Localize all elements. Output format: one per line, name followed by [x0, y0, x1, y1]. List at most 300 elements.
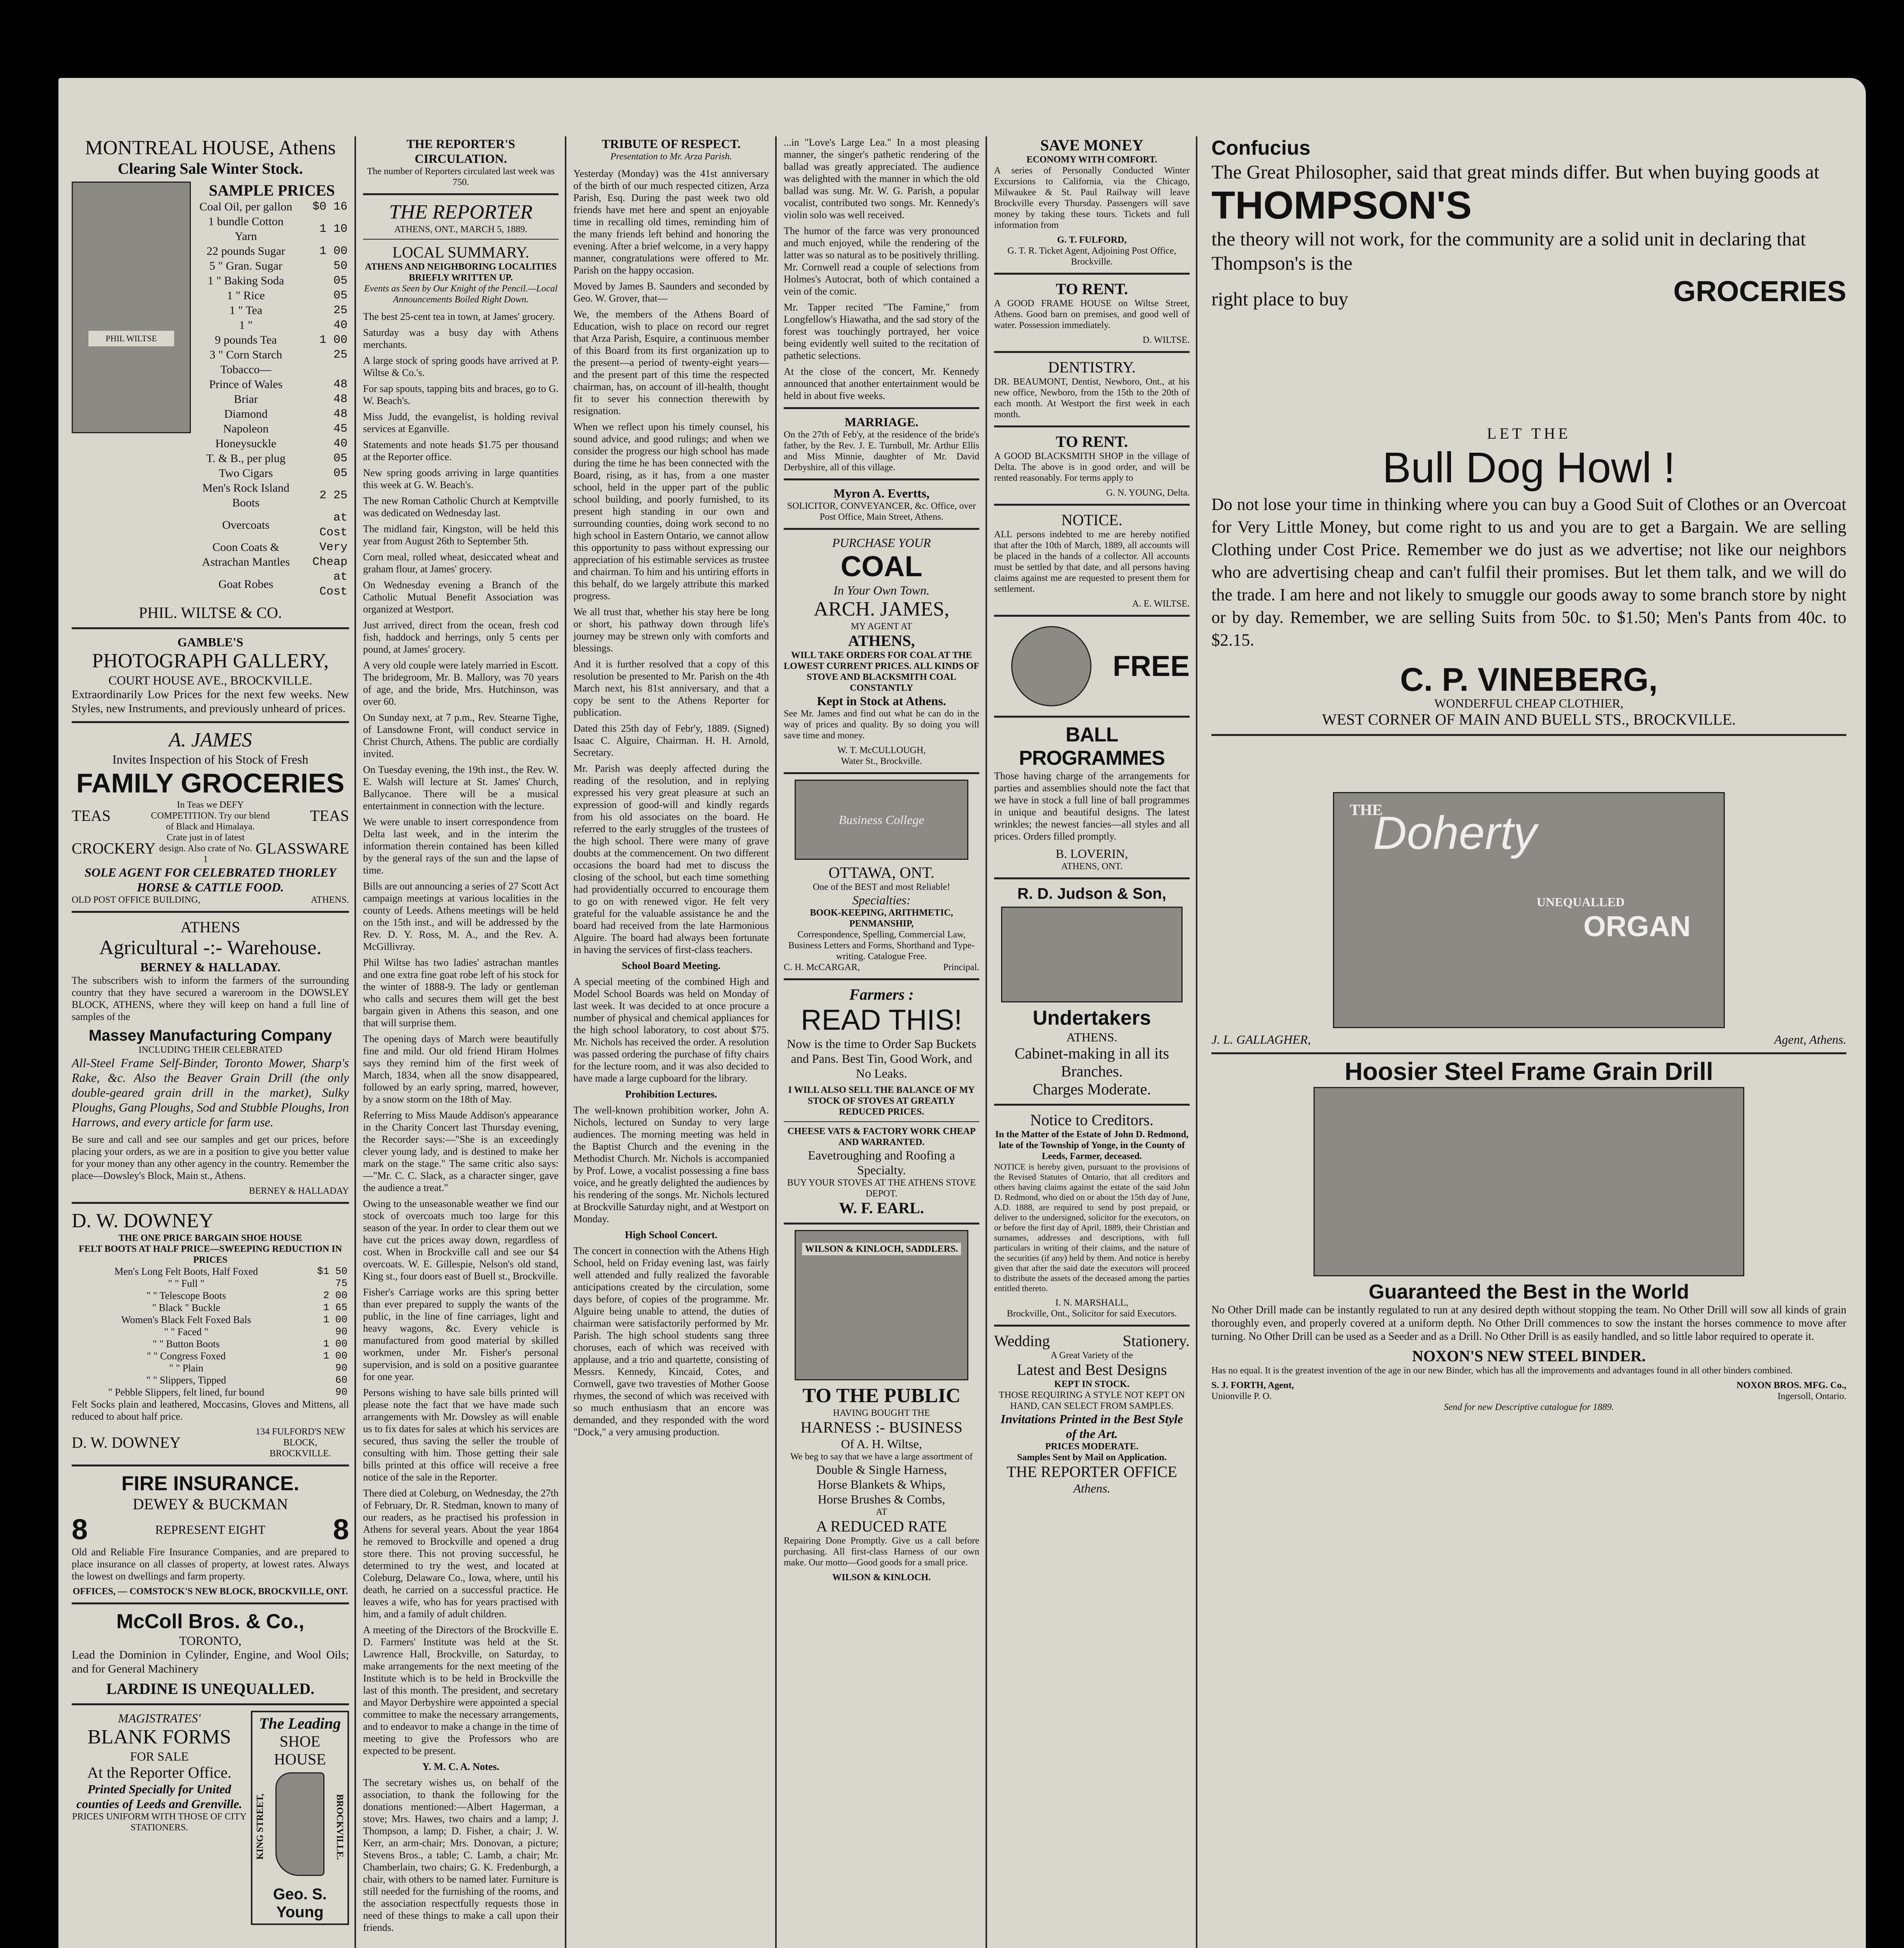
ad-variety: A Great Variety of the: [1051, 1350, 1133, 1360]
ad-building: OLD POST OFFICE BUILDING,: [72, 895, 201, 905]
price-value: 05: [333, 452, 347, 465]
article-paragraph: When we reflect upon his timely counsel, his sound advice, and good rulings; and when we consider the progress our high school has made during the time he has been connected with the Board, rising, as it has, from a one master school, held in the upper part of the public school building, and poorly furnished, to its present high standing in our own and surrounding counties, doing work second to no high school in Eastern Ontario, we cannot allow this opportunity to pass without expressing our appreciation of his estimable services as trustee and chairman. To him and his untiring efforts in this behalf, do we largely attribute this marked progress.: [573, 421, 769, 602]
crockery-note: Crate just in of latest design. Also crate of No. 1: [159, 833, 252, 865]
harness-ad: [784, 1384, 979, 1583]
concert-continued: [784, 136, 979, 402]
price-value: 40: [333, 437, 347, 450]
price-row: [195, 214, 349, 244]
price-value: 05: [333, 274, 347, 288]
notice-ad: [994, 511, 1190, 609]
section-subtitle-2: Events as Seen by Our Knight of the Pencil.—Local Announcements Boiled Right Down.: [364, 284, 558, 305]
circulation-heading: THE REPORTER'S CIRCULATION.: [406, 137, 515, 166]
ad-body: Old and Reliable Fire Insurance Companies, and are prepared to place insurance on all classes of property, at lowest rates. Always the lowest on dwellings and farm property.: [72, 1546, 349, 1582]
teas-label: TEAS: [72, 807, 111, 824]
ad-the: The Leading: [259, 1715, 341, 1732]
article-paragraph: At the close of the concert, Mr. Kennedy announced that another entertainment would be held in about five weeks.: [784, 366, 979, 401]
college-role: Principal.: [943, 962, 979, 972]
price-value: 25: [333, 304, 347, 317]
ad-designs: Latest and Best Designs: [1017, 1361, 1167, 1378]
price-list: [195, 199, 349, 599]
shop-sign: WILSON & KINLOCH, SADDLERS.: [802, 1243, 961, 1255]
ad-title: FAMILY GROCERIES: [76, 768, 345, 798]
ad-title: Agricultural -:- Warehouse.: [99, 937, 322, 959]
column-rule: [1196, 136, 1197, 1948]
ad-reduced: A REDUCED RATE: [816, 1517, 947, 1535]
ad-sign-address: 134 FULFORD'S NEW BLOCK, BROCKVILLE.: [256, 1427, 345, 1459]
ad-sign: B. LOVERIN,: [1056, 847, 1128, 861]
ad-gallagher: J. L. GALLAGHER,: [1211, 1032, 1311, 1046]
price-value: 90: [335, 1362, 347, 1374]
circulation-box: [363, 136, 559, 188]
article-paragraph: A very old couple were lately married in Escott. The bridegroom, Mr. B. Mallory, was 70 years of age, and the bride, Mrs. Hutchinson, was over 60.: [363, 660, 559, 707]
price-value: 60: [335, 1374, 347, 1386]
college-art-text: Business College: [839, 813, 924, 827]
article-paragraph: New spring goods arriving in large quantities this week at G. W. Beach's.: [363, 467, 559, 491]
price-row: [72, 1314, 349, 1326]
ad-title: TO RENT.: [1056, 433, 1128, 450]
column-2: [358, 136, 564, 1948]
price-row: [195, 510, 349, 540]
price-item: 3 " Corn Starch: [209, 348, 282, 361]
college-city: OTTAWA, ONT.: [829, 864, 934, 881]
price-row: [195, 348, 349, 362]
ad-sub: In Your Own Town.: [833, 583, 930, 597]
judson-undertakers-ad: [994, 885, 1190, 1098]
article-paragraph: Mr. Tapper recited "The Famine," from Longfellow's Hiawatha, and the sad story of the forest was touchingly portrayed, her voice being evidently well suited to the recitation of pathetic selections.: [784, 302, 979, 361]
price-value: at Cost: [319, 570, 347, 598]
eight-numeral-2: 8: [333, 1513, 349, 1546]
price-row: [195, 273, 349, 288]
price-value: [297, 362, 349, 377]
business-college-ad: [784, 780, 979, 973]
price-item: Briar: [234, 393, 258, 406]
ad-groceries: GROCERIES: [1673, 275, 1846, 307]
price-row: [195, 407, 349, 422]
ad-style: THOSE REQUIRING A STYLE NOT KEPT ON HAND, CAN SELECT FROM SAMPLES.: [999, 1390, 1185, 1411]
magistrates-ad: [72, 1711, 247, 1925]
price-value: 48: [333, 378, 347, 391]
price-item: " " Faced ": [164, 1326, 208, 1337]
ad-sub: ECONOMY WITH COMFORT.: [1026, 155, 1157, 165]
ad-intro: The subscribers wish to inform the farmers of the surrounding country that they have secured a wareroom in the DOWSLEY BLOCK, ATHENS, where they will keep on hand a full line of samples of the: [72, 975, 349, 1022]
ad-farmers: Farmers :: [849, 986, 914, 1003]
article-paragraph: Dated this 25th day of Febr'y, 1889. (Signed) Isaac C. Alguire, Chairman. H. H. Arnold, Secretary.: [573, 723, 769, 758]
price-value: 40: [333, 319, 347, 332]
price-item: 1 " Tea: [229, 304, 263, 317]
article-paragraph: And it is further resolved that a copy of this resolution be presented to Mr. Parish on the 4th March next, his 81st anniversary, and that a copy be sent to the Athens Reporter for publication.: [573, 658, 769, 718]
price-value: 05: [333, 289, 347, 302]
article-paragraph: Miss Judd, the evangelist, is holding revival services at Eganville.: [363, 411, 559, 434]
shoe-price-list: [72, 1265, 349, 1398]
organ-illustration: [1333, 792, 1725, 1028]
ad-invitations: Invitations Printed in the Best Style of the Art.: [1000, 1412, 1183, 1441]
masthead: THE REPORTER: [389, 201, 533, 223]
ad-title: COAL: [841, 550, 922, 582]
article-paragraph: Yesterday (Monday) was the 41st anniversary of the birth of our much respected citizen, Arza Parish, Esq. During the past week two old friends have met here and spent an enjoyable time in recalling old times, reminding him of the many friends left behind and honoring the evening. After a brief welcome, in a very happy manner, congratulations were offered to Mr. Parish on the happy occasion.: [573, 168, 769, 276]
eight-numeral: 8: [72, 1513, 88, 1546]
ad-firm: DEWEY & BUCKMAN: [132, 1495, 288, 1513]
bulldog-ad: [1211, 425, 1846, 729]
notice-title: Notice to Creditors.: [1030, 1111, 1154, 1129]
price-item: " " Congress Foxed: [146, 1350, 226, 1362]
ad-body: No Other Drill made can be instantly regulated to run at any desired depth without stopping the team. No Other Drill will sow all kinds of grain thoroughly even, and properly covered at a uniform depth. No Other Drill commences to sow the instant the horses commence to move after turning. No Other Drill can be used as a Seeder and as a Drill. No Other Drill is as easily handled, and so little labor required to operate it.: [1211, 1304, 1846, 1343]
price-item: " " Plain: [169, 1362, 203, 1374]
column-6: [1200, 136, 1858, 1948]
notice-role: Brockville, Ont., Solicitor for said Executors.: [1007, 1309, 1177, 1319]
ad-sign: BERNEY & HALLADAY: [249, 1186, 349, 1196]
article-paragraph: Y. M. C. A. Notes.: [422, 1761, 499, 1772]
price-value: 75: [335, 1277, 347, 1289]
article-paragraph: Mr. Parish was deeply affected during the reading of the resolution, and in replying expressed his very great pleasure at such an expression of good-will and kindly regards from his old associates on the board. He referred to the early struggles of the trustees of the high school. There were many of grave doubts at the commencement. On two different occasions the board had met to discuss the closing of the school, but each time something had providentially occurred to encourage them to go on with renewed vigor. He felt very grateful for the valuable assistance he and the board had received from the late Harmonious Alguire. The board had always been fortunate in having the services of first-class teachers.: [573, 763, 769, 955]
coal-ad: [784, 535, 979, 767]
ad-printed: Printed Specially for United counties of Leeds and Grenville.: [76, 1782, 242, 1811]
ad-offices: OFFICES, — COMSTOCK'S NEW BLOCK, BROCKVILLE, ONT.: [72, 1586, 348, 1597]
price-item: 1 bundle Cotton Yarn: [208, 215, 284, 243]
ad-name: PHOTOGRAPH GALLERY,: [92, 650, 329, 672]
save-money-ad: [994, 136, 1190, 267]
ad-for-sale: FOR SALE: [130, 1749, 189, 1763]
notice-heading: MARRIAGE.: [844, 415, 919, 429]
ad-sign: D. W. DOWNEY: [72, 1434, 181, 1451]
ad-body: Lead the Dominion in Cylinder, Engine, and Wool Oils; and for General Machinery: [72, 1648, 349, 1675]
ad-undertakers: Undertakers: [1033, 1007, 1151, 1029]
article-paragraph: Referring to Miss Maude Addison's appearance in the Charity Concert last Thursday evening, the Recorder says:—"She is an exceedingly clever young lady, and is destined to make her mark on the stage." The same critic also says:—"Mr. C. C. Slack, as a character singer, gave the audience a treat.": [363, 1110, 559, 1193]
fire-insurance-ad: [72, 1472, 349, 1597]
price-item: " Black " Buckle: [152, 1302, 220, 1313]
college-illustration: [795, 780, 968, 860]
price-row: [195, 244, 349, 259]
ad-vineberg: C. P. VINEBERG,: [1400, 661, 1658, 698]
prices-heading: SAMPLE PRICES: [209, 182, 335, 199]
article-paragraph: On Wednesday evening a Branch of the Catholic Mutual Benefit Association was organized at Westport.: [363, 579, 559, 615]
ad-list: All-Steel Frame Self-Binder, Toronto Mower, Sharp's Rake, &c. Also the Beaver Grain Drill (the only double-geared grain drill in the market), Sulky Ploughs, Gang Ploughs, Sod and Stubble Ploughs, Iron Harrows, and every article for farm use.: [72, 1056, 349, 1129]
article-paragraph: On Tuesday evening, the 19th inst., the Rev. W. E. Walsh will lecture at St. James' Church, Ballycanoe. There will be a musical entertainment in connection with the lecture.: [363, 764, 559, 812]
ad-noxon-town: Ingersoll, Ontario.: [1777, 1391, 1846, 1401]
price-row: [195, 422, 349, 436]
ad-town: ATHENS, ONT.: [1061, 861, 1123, 872]
ad-at: AT: [876, 1507, 887, 1517]
article-paragraph: The midland fair, Kingston, will be held this year from August 26th to September 5th.: [363, 523, 559, 547]
ad-head: MAGISTRATES': [118, 1711, 201, 1725]
ad-body: A series of Personally Conducted Winter Excursions to California, via the Chicago, Milwaukee & St. Paul Railway will leave Brockville every Thursday. Passengers will save money by taking these tours. Tickets and full information from: [994, 166, 1190, 230]
ad-noxon: NOXON BROS. MFG. Co.,: [1737, 1380, 1846, 1390]
ad-role: WONDERFUL CHEAP CLOTHIER,: [1434, 696, 1624, 710]
ad-having: HAVING BOUGHT THE: [833, 1408, 930, 1418]
article-paragraph: Saturday was a busy day with Athens merchants.: [363, 327, 559, 350]
column-1: [66, 136, 354, 1948]
article-paragraph: The opening days of March were beautifully fine and mild. Our old friend Hiram Holmes says they remind him of the first week of March, 1834, when all the snow disappeared, followed by an early spring, marred, however, by a snow storm on the 18th of May.: [363, 1033, 559, 1105]
ad-address: COURT HOUSE AVE., BROCKVILLE.: [108, 673, 312, 687]
ad-cabinet: Cabinet-making in all its Branches.: [1014, 1045, 1169, 1080]
ad-closing: See Mr. James and find out what he can do in the way of prices and quality. By so doing you will save time and money.: [784, 709, 979, 741]
ad-sell: I WILL ALSO SELL THE BALANCE OF MY STOCK OF STOVES AT GREATLY REDUCED PRICES.: [788, 1085, 975, 1117]
ad-sign: D. WILTSE.: [1142, 335, 1190, 345]
price-item: Prince of Wales: [209, 378, 283, 391]
grain-drill-illustration: [1313, 1087, 1744, 1276]
section-subtitle: ATHENS AND NEIGHBORING LOCALITIES BRIEFLY WRITTEN UP.: [365, 262, 557, 283]
ad-read-body: Now is the time to Order Sap Buckets and Pans. Best Tin, Good Work, and No Leaks.: [786, 1037, 977, 1080]
article-subtitle: Presentation to Mr. Arza Parish.: [610, 152, 732, 162]
article-paragraph: A special meeting of the combined High and Model School Boards was held on Monday of last week. It was decided to at once procure a number of physical and chemical appliances for the high school laboratory, to cost about $75. Mr. Nichols has received the order. A resolution was passed ordering the purchase of fifty chairs for the lecture room, and it was also decided to have made a large cupboard for the library.: [573, 976, 769, 1084]
mccoll-ad: [72, 1610, 349, 1698]
article-paragraph: Persons wishing to have sale bills printed will please note the fact that we have made such arrangements with Mr. Dowsley as will enable us to fix dates for sales at which his services are secured, thus saving the seller the trouble of consulting with him. Those getting their sale bills printed at this office will receive a free notice of the sale in the Reporter.: [363, 1387, 559, 1483]
article-paragraph: We were unable to insert correspondence from Delta last week, and in the interim the information therein contained has been killed by the general rays of the sun and the lapse of time.: [363, 816, 559, 876]
ad-body: A GOOD FRAME HOUSE on Wiltse Street, Athens. Good barn on premises, and good well of water. Possession immediately.: [994, 298, 1190, 330]
confucius-ad: [1211, 136, 1846, 308]
ad-wedding: Wedding: [994, 1332, 1050, 1350]
article-paragraph: The best 25-cent tea in town, at James' grocery.: [363, 311, 555, 322]
ad-town: ATHENS.: [310, 895, 349, 905]
ad-title: SAVE MONEY: [1040, 136, 1144, 154]
price-value: 05: [333, 467, 347, 480]
ad-public: TO THE PUBLIC: [802, 1385, 961, 1407]
price-row: [195, 540, 349, 570]
ad-double: Double & Single Harness,: [816, 1463, 947, 1477]
article-paragraph: Corn meal, rolled wheat, desiccated wheat and graham flour, at James' grocery.: [363, 551, 559, 575]
ad-body: DR. BEAUMONT, Dentist, Newboro, Ont., at his new office, Newboro, from the 15th to the 20th of each month. At Westport the first week in each month.: [994, 377, 1190, 420]
ad-right: right place to buy: [1211, 288, 1349, 310]
price-value: 1 00: [319, 245, 347, 258]
college-principal: C. H. McCARGAR,: [784, 962, 860, 972]
college-more: Correspondence, Spelling, Commercial Law, Business Letters and Forms, Shorthand and Type-writing. Catalogue Free.: [788, 930, 975, 962]
building-sign: PHIL WILTSE: [88, 331, 174, 346]
price-row: [72, 1374, 349, 1386]
ad-sign: G. T. FULFORD,: [1057, 235, 1127, 245]
ad-title: Bull Dog Howl !: [1382, 444, 1675, 492]
crockery-label: CROCKERY: [72, 840, 156, 857]
wedding-stationery-ad: [994, 1332, 1190, 1496]
price-item: 1 ": [239, 319, 253, 332]
ad-uniform: PRICES UNIFORM WITH THOSE OF CITY STATIONERS.: [72, 1812, 247, 1833]
ad-catalogue: Send for new Descriptive catalogue for 1889.: [1444, 1402, 1614, 1412]
price-value: 90: [335, 1386, 347, 1398]
ad-body: Extraordinarily Low Prices for the next few weeks. New Styles, new Instruments, and previously unheard of prices.: [72, 688, 349, 715]
ad-sign-address: Water St., Brockville.: [841, 756, 922, 766]
notice-body: NOTICE is hereby given, pursuant to the provisions of the Revised Statutes of Ontario, that all creditors and others having claims against the estate of the said John D. Redmond, who died on or about the 15th day of June, A.D. 1888, are required to send by post prepaid, or deliver to the undersigned, solicitor for the executors, on or before the first day of April, 1889, their Christian and surnames, addresses and descriptions, with full particulars in writing of their claims, and the nature of the securities (if any) held by them. And notice is hereby given that after the said date the executors will proceed to distribute the assets of the deceased among the parties entitled thereto.: [994, 1162, 1190, 1293]
price-row: [195, 362, 349, 377]
column-5: [989, 136, 1195, 1948]
ad-town: ATHENS: [180, 918, 240, 936]
article-paragraph: The well-known prohibition worker, John A. Nichols, lectured on Sunday to very large audiences. The morning meeting was held in the Baptist Church and the evening in the Methodist Church. Mr. Nichols is accompanied by Prof. Lowe, a vocalist possessing a fine bass voice, and he greatly delighted the audiences by his rendering of the songs. Mr. Nichols lectured at Brockville Saturday night, and at Westport on Monday.: [573, 1105, 769, 1225]
ad-title: NOTICE.: [1061, 511, 1123, 529]
teas-label-2: TEAS: [310, 807, 349, 824]
article-paragraph: Just arrived, direct from the ocean, fresh cod fish, haddock and herrings, only 5 cents per pound, at James' grocery.: [363, 619, 559, 655]
to-rent-ad-2: [994, 433, 1190, 498]
ad-charges: Charges Moderate.: [1033, 1080, 1151, 1098]
shoe-house-ad: [251, 1711, 349, 1925]
ad-tag: THE ONE PRICE BARGAIN SHOE HOUSE: [118, 1233, 302, 1243]
price-item: Men's Rock Island Boots: [202, 482, 290, 509]
creditors-notice: [994, 1111, 1190, 1319]
article-paragraph: A large stock of spring goods have arrived at P. Wiltse & Co.'s.: [363, 355, 559, 378]
price-item: T. & B., per plug: [206, 452, 286, 465]
price-value: 1 65: [323, 1302, 347, 1313]
ad-right: BROCKVILLE.: [335, 1794, 345, 1860]
newspaper-page: [58, 78, 1866, 1948]
price-item: Diamond: [224, 408, 268, 420]
ad-title: GAMBLE'S: [177, 635, 243, 649]
column-4: [778, 136, 985, 1948]
price-value: $0 16: [312, 200, 347, 214]
ad-sign: W. T. McCULLOUGH,: [837, 745, 926, 755]
ad-brushes: Horse Brushes & Combs,: [818, 1492, 945, 1506]
ad-body: WILL TAKE ORDERS FOR COAL AT THE LOWEST CURRENT PRICES. ALL KINDS OF STOVE AND BLACKSMITH COAL CONSTANTLY: [784, 650, 979, 693]
ad-body: Do not lose your time in thinking where you can buy a Good Suit of Clothes or an Overcoat for Very Little Money, but come right to us and you are to get a Bargain. We are selling Clothing under Cost Price. Remember we do just as we advertise; not like our neighbors who are advertising cheap and can't fulfil their promises. But let them talk, and we will do the trade. I am here and not likely to smuggle our goods away to some branch store by night or by day. Remember, we are selling Suits from 50c. to $1.50; Men's Pants from 40c. to $2.15.: [1211, 495, 1846, 649]
article-paragraph: Moved by James B. Saunders and seconded by Geo. W. Grover, that—: [573, 281, 769, 304]
price-row: [195, 259, 349, 273]
ad-title: R. D. Judson & Son,: [1017, 885, 1167, 902]
article-title: TRIBUTE OF RESPECT.: [601, 137, 741, 151]
boot-illustration: [275, 1772, 324, 1876]
ad-title: Confucius: [1211, 137, 1311, 159]
marriage-notice: [784, 415, 979, 473]
ad-subtitle: Clearing Sale Winter Stock.: [118, 160, 303, 177]
ad-body-1: The Great Philosopher, said that great minds differ. But when buying goods at: [1211, 161, 1819, 183]
building-illustration: [72, 182, 191, 433]
ad-of: Of A. H. Wiltse,: [841, 1437, 922, 1451]
price-value: 2 00: [323, 1290, 347, 1301]
price-value: 1 00: [323, 1338, 347, 1350]
price-row: [195, 451, 349, 466]
ad-company: Massey Manufacturing Company: [88, 1027, 332, 1044]
local-news: [363, 311, 559, 1934]
column-rule: [354, 136, 356, 1948]
article-paragraph: Fisher's Carriage works are this spring better than ever prepared to supply the wants of the public, in the line of fine carriages, light and heavy wagons, &c. Every vehicle is manufactured from good material by skilled workmen, under Mr. Fisher's personal supervision, and is sold on a positive guarantee for one year.: [363, 1286, 559, 1382]
article-paragraph: Owing to the unseasonable weather we find our stock of overcoats much too large for this season of the year. In order to clear them out we have cut the prices away down, regardless of cost. When in Brockville call and see our $4 overcoats. W. E. Gillespie, Nelson's old stand, King st., four doors east of Buell st., Brockville.: [363, 1198, 559, 1282]
gamble-gallery-ad: [72, 635, 349, 716]
ad-invites: Invites Inspection of his Stock of Fresh: [112, 752, 309, 766]
column-rule: [985, 136, 987, 1948]
ad-earl: W. F. EARL.: [839, 1199, 924, 1217]
ad-title: DENTISTRY.: [1048, 358, 1136, 376]
ad-body: ALL persons indebted to me are hereby notified that after the 10th of March, 1889, all accounts will be placed in the hands of a collector. All accounts must be settled by that date, and all persons having claims against me are requested to present them for settlement.: [994, 529, 1190, 594]
ad-title: McColl Bros. & Co.,: [116, 1610, 305, 1633]
price-value: $1 50: [317, 1265, 347, 1277]
article-paragraph: Statements and note heads $1.75 per thousand at the Reporter office.: [363, 439, 559, 462]
ad-firm: BERNEY & HALLADAY.: [140, 960, 281, 974]
warehouse-ad: [72, 918, 349, 1196]
saddlery-illustration: [795, 1230, 968, 1380]
hoosier-drill-ad: [1211, 1057, 1846, 1413]
ad-body: Those having charge of the arrangements for parties and assemblies should note the fact that we have in stock a full line of ball programmes in unique and beautiful designs. The latest wrinkles; the newest fancies—all styles and all prices. Orders filled promptly.: [994, 770, 1190, 842]
price-value: 1 00: [323, 1314, 347, 1325]
ad-headline: FELT BOOTS AT HALF PRICE—SWEEPING REDUCTION IN PRICES: [79, 1244, 342, 1265]
hearse-illustration: [1001, 907, 1183, 1002]
ball-programmes-ad: [994, 723, 1190, 872]
earl-stove-ad: [784, 986, 979, 1217]
college-tag: One of the BEST and most Reliable!: [813, 882, 950, 892]
price-value: 1 00: [319, 333, 347, 347]
ad-binder: NOXON'S NEW STEEL BINDER.: [1412, 1347, 1646, 1365]
ad-repair: Repairing Done Promptly. Give us a call before purchasing. All first-class Harness of our own make. Our motto—Good goods for a small price.: [784, 1536, 979, 1568]
ad-beg: We beg to say that we have a large assortment of: [790, 1452, 973, 1462]
article-paragraph: ...in "Love's Large Lea." In a most pleasing manner, the singer's pathetic rendering of the ballad was greatly appreciated. The audience was delighted with the manner in which the old ballad was sung. Mr. W. G. Parish, a popular vocalist, contributed two songs. Mr. Kennedy's violin solo was well received.: [784, 137, 979, 221]
price-item: Honeysuckle: [215, 437, 277, 450]
price-item: Goat Robes: [218, 578, 273, 591]
ad-forth: S. J. FORTH, Agent,: [1211, 1380, 1294, 1390]
ad-thompson: THOMPSON'S: [1211, 184, 1472, 227]
price-item: Coon Coats & Astrachan Mantles: [202, 541, 290, 568]
article-paragraph: On Sunday next, at 7 p.m., Rev. Stearne Tighe, of Lansdowne Front, will conduct service in Christ Church, Athens. The public are cordially invited.: [363, 712, 559, 759]
price-value: 1 00: [323, 1350, 347, 1362]
price-value: 48: [333, 393, 347, 406]
ad-at: At the Reporter Office.: [87, 1764, 232, 1781]
section-title: LOCAL SUMMARY.: [392, 244, 529, 261]
price-item: Tobacco—: [220, 363, 271, 376]
ad-title: FIRE INSURANCE.: [121, 1472, 300, 1495]
price-item: 1 " Rice: [227, 289, 265, 302]
ad-including: INCLUDING THEIR CELEBRATED: [138, 1045, 282, 1055]
price-row: [72, 1265, 349, 1277]
watch-illustration: [1011, 626, 1091, 706]
article-paragraph: Bills are out announcing a series of 27 Scott Act campaign meetings at various localities in the county of Leeds. Athens meetings will be held on the 15th inst., and will be addressed by the Rev. D. Y. Ross, M. A., and the Rev. A. McGillivray.: [363, 880, 559, 952]
notice-body: On the 27th of Feb'y, at the residence of the bride's father, by the Rev. J. E. Turnbull, Mr. Arthur Ellis and Miss Minnie, daughter of Mr. David Derbyshire, all of this village.: [784, 430, 979, 473]
ad-prices: PRICES MODERATE.: [1045, 1442, 1139, 1452]
ad-guaranteed: Guaranteed the Best in the World: [1368, 1281, 1689, 1303]
ad-owner: Geo. S. Young: [273, 1886, 327, 1921]
price-value: Very Cheap: [312, 541, 347, 569]
ad-let: LET THE: [1487, 425, 1571, 442]
ad-sign: G. N. YOUNG, Delta.: [1106, 488, 1190, 498]
article-paragraph: We all trust that, whether his stay here be long or short, his pathway down through life's journey may be strewn only with comforts and blessings.: [573, 606, 769, 654]
ad-title: D. W. DOWNEY: [72, 1210, 213, 1232]
downey-shoe-ad: [72, 1209, 349, 1459]
article-paragraph: The humor of the farce was very pronounced and much enjoyed, while the rendering of the latter was so natural as to be positively thrilling. Mr. Cornwell read a couple of selections from Holmes's Autocrat, both of which contained a vein of the comic.: [784, 225, 979, 297]
ad-closing: Be sure and call and see our samples and get our prices, before placing your orders, as we are in a position to give you better value for your money than any other agency in the country. Remember the place—Dowsley's Block, Main st., Athens.: [72, 1134, 349, 1181]
price-value: at Cost: [319, 511, 347, 539]
price-row: [195, 303, 349, 318]
to-rent-ad: [994, 280, 1190, 346]
price-item: Men's Long Felt Boots, Half Foxed: [114, 1266, 258, 1277]
price-item: " " Telescope Boots: [146, 1290, 226, 1301]
ad-kept: Kept in Stock at Athens.: [817, 694, 946, 708]
price-item: 5 " Gran. Sugar: [209, 259, 282, 272]
price-row: [195, 392, 349, 407]
article-paragraph: A meeting of the Directors of the Brockville E. D. Farmers' Institute was held at the St. Lawrence Hall, Brockville, on Saturday, to make arrangements for the next meeting of the Institute which is to be held in Brockville the last of this month. The president, and secretary and Mayor Derbyshire were appointed a special committee to make the necessary arrangements, and to endeavor to make a change in the time of meeting to give the Professors who are expected to be present.: [363, 1624, 559, 1756]
article-paragraph: The new Roman Catholic Church at Kemptville was dedicated on Wednesday last.: [363, 495, 559, 519]
price-row: [72, 1338, 349, 1350]
article-paragraph: The concert in connection with the Athens High School, held on Friday evening last, was fairly well attended and fully realized the favorable anticipations created by the circulation, some days before, of copies of the programme. Mr. Alguire being unable to attend, the duties of chairman were satisfactorily performed by Mr. Parish. The high school students sang three choruses, each of which was received with applause, and a trio and quartette, consisting of Messrs. Kennedy, Kincaid, Cotes, and Cornwell, gave two travesties of Mother Goose rhymes, the second of which was received with so much enthusiasm that an encore was demanded, and they responded with the word "Dock," a very amusing production.: [573, 1245, 769, 1438]
price-item: 22 pounds Sugar: [206, 245, 285, 258]
price-row: [195, 466, 349, 481]
price-value: 90: [335, 1326, 347, 1337]
ad-sign: A. E. WILTSE.: [1132, 599, 1190, 609]
watch-free: FREE: [1112, 650, 1190, 682]
college-subjects: BOOK-KEEPING, ARITHMETIC, PENMANSHIP,: [810, 908, 953, 929]
price-item: 9 pounds Tea: [215, 333, 277, 346]
ad-samples: Samples Sent by Mail on Application.: [1017, 1452, 1167, 1463]
price-value: 50: [333, 259, 347, 273]
ad-title: BALL PROGRAMMES: [1019, 723, 1165, 769]
price-row: [195, 318, 349, 333]
price-row: [195, 481, 349, 510]
ad-blankets: Horse Blankets & Whips,: [817, 1477, 946, 1491]
ad-title: TO RENT.: [1056, 280, 1128, 298]
price-row: [72, 1302, 349, 1314]
article-paragraph: There died at Coleburg, on Wednesday, the 27th of February, Dr. R. Stedman, known to many of our readers, as he practised his profession in Athens for several years. About the year 1864 he removed to Brockville and opened a drug store there. This not proving successful, he determined to try the west, and located at Coleburg, Delaware Co., Iowa, where, until his death, he carried on a successful practice. He leaves a wife, who has for years practised with him, and a family of adult children.: [363, 1487, 559, 1620]
ad-tag: LARDINE IS UNEQUALLED.: [106, 1680, 315, 1697]
price-item: Two Cigars: [219, 467, 273, 480]
ad-cheese: CHEESE VATS & FACTORY WORK CHEAP AND WARRANTED.: [787, 1126, 976, 1147]
ad-buy: BUY YOUR STOVES AT THE ATHENS STOVE DEPOT.: [787, 1178, 976, 1199]
organ-the: THE: [1350, 801, 1383, 819]
ad-title: SHOE HOUSE: [274, 1733, 326, 1768]
ad-address: WEST CORNER OF MAIN AND BUELL STS., BROCKVILLE.: [1322, 711, 1736, 728]
column-rule: [565, 136, 566, 1948]
ad-kept: KEPT IN STOCK.: [1054, 1379, 1130, 1389]
ad-footer: Felt Socks plain and leathered, Moccasins, Gloves and Mittens, all reduced to about half price.: [72, 1399, 349, 1422]
price-row: [72, 1290, 349, 1302]
